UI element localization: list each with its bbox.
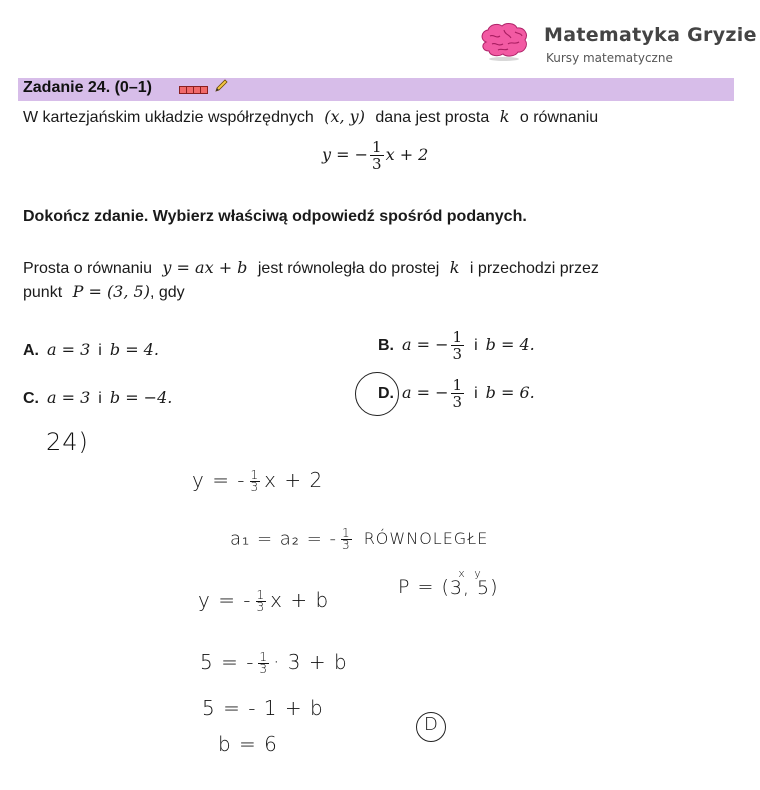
fraction-den: 3 xyxy=(452,345,463,363)
hw-num: 1 xyxy=(256,588,266,603)
stem-text-2: jest równoległa do prostej xyxy=(257,260,440,277)
handwritten-line-1 xyxy=(192,468,323,493)
task-instruction: Dokończ zdanie. Wybierz właściwą odpowiedź spośród podanych. xyxy=(23,208,527,225)
hw-fraction xyxy=(250,470,261,493)
fraction-num: 1 xyxy=(452,376,463,394)
brand-subtitle: Kursy matematyczne xyxy=(546,51,673,65)
intro-coords: (x, y) xyxy=(324,107,365,126)
stem-point: P = (3, 5) xyxy=(72,282,150,301)
option-conj: i xyxy=(98,342,102,359)
handwritten-line-6: b = 6 xyxy=(218,732,278,756)
intro-text-middle: dana jest prosta xyxy=(375,109,490,126)
option-b-value: b = −4. xyxy=(109,388,173,407)
hw-text: x + 2 xyxy=(264,468,324,492)
option-letter: B. xyxy=(378,337,394,355)
option-a-value: a = 3 xyxy=(47,388,91,407)
hw-note: RÓWNOLEGŁE xyxy=(363,529,489,549)
equation-rhs: x + 2 xyxy=(385,145,429,165)
hw-num: 1 xyxy=(250,468,260,483)
hw-den: 3 xyxy=(259,662,269,676)
equation-fraction xyxy=(370,140,384,172)
fraction-num: 1 xyxy=(452,328,463,346)
task-stem-line1 xyxy=(23,258,599,278)
hw-text: 5 = - xyxy=(200,650,255,674)
hw-text: P = ( xyxy=(398,576,450,598)
option-fraction xyxy=(451,330,465,362)
hw-text: y = - xyxy=(198,588,252,612)
hw-text: y = - xyxy=(192,468,246,492)
option-a[interactable] xyxy=(23,340,159,360)
option-a-value: a = − xyxy=(402,335,449,355)
handwritten-line-3 xyxy=(198,588,329,613)
option-b-value: b = 4. xyxy=(109,340,159,359)
hw-den: 3 xyxy=(250,480,260,494)
option-conj: i xyxy=(98,390,102,407)
stem-text-4: punkt xyxy=(23,284,63,301)
hw-point-coords xyxy=(450,568,490,598)
handwritten-line-4 xyxy=(200,650,348,675)
stem-equation: y = ax + b xyxy=(162,258,248,277)
intro-text-after: o równaniu xyxy=(519,109,599,126)
hw-den: 3 xyxy=(342,537,351,552)
brand-title: Matematyka Gryzie xyxy=(544,24,757,46)
option-conj: i xyxy=(474,337,478,355)
task-title: Zadanie 24. (0–1) xyxy=(23,79,152,96)
task-stem-line2 xyxy=(23,282,185,302)
stem-text-3: i przechodzi przez xyxy=(469,260,599,277)
stem-text-5: , gdy xyxy=(149,284,185,301)
hw-num: 1 xyxy=(342,526,351,540)
hw-fraction xyxy=(341,528,352,551)
equation-lhs: y = − xyxy=(322,145,369,165)
option-b-value: b = 4. xyxy=(485,335,535,355)
hw-point-values: 3, 5 xyxy=(449,577,491,599)
intro-text: W kartezjańskim układzie współrzędnych xyxy=(23,109,314,126)
task-intro xyxy=(23,107,598,127)
hw-text: a₁ = a₂ = - xyxy=(230,528,338,550)
hw-num: 1 xyxy=(259,650,269,665)
stem-k: k xyxy=(449,258,460,277)
points-boxes-icon xyxy=(179,86,208,94)
option-conj: i xyxy=(474,385,478,403)
option-a-value: a = 3 xyxy=(47,340,91,359)
option-b-value: b = 6. xyxy=(485,383,535,403)
handwritten-label: 24) xyxy=(46,428,89,456)
hw-fraction xyxy=(256,590,267,613)
option-letter: D. xyxy=(378,385,394,403)
fraction-num: 1 xyxy=(372,138,382,156)
hw-y-label: y xyxy=(474,567,482,580)
hw-x-label: x xyxy=(458,567,466,580)
option-c[interactable] xyxy=(23,388,172,408)
option-a-value: a = − xyxy=(402,383,449,403)
hw-den: 3 xyxy=(256,600,266,614)
fraction-den: 3 xyxy=(452,393,463,411)
option-letter: C. xyxy=(23,390,39,407)
hw-text: ) xyxy=(490,576,499,598)
brain-icon xyxy=(478,22,530,62)
option-b[interactable] xyxy=(378,330,535,362)
handwritten-line-5: 5 = - 1 + b xyxy=(202,696,324,720)
main-equation xyxy=(322,140,428,172)
option-letter: A. xyxy=(23,342,39,359)
pencil-icon xyxy=(214,79,228,93)
handwritten-line-2 xyxy=(230,528,488,551)
option-fraction xyxy=(451,378,465,410)
fraction-den: 3 xyxy=(372,155,382,173)
intro-line-k: k xyxy=(499,107,510,126)
hw-text: x + b xyxy=(270,588,330,612)
handwritten-answer: D xyxy=(424,714,439,735)
hw-fraction xyxy=(258,652,269,675)
stem-text: Prosta o równaniu xyxy=(23,260,152,277)
hw-text: · 3 + b xyxy=(273,650,348,674)
option-d[interactable] xyxy=(378,378,535,410)
handwritten-point xyxy=(398,568,499,598)
